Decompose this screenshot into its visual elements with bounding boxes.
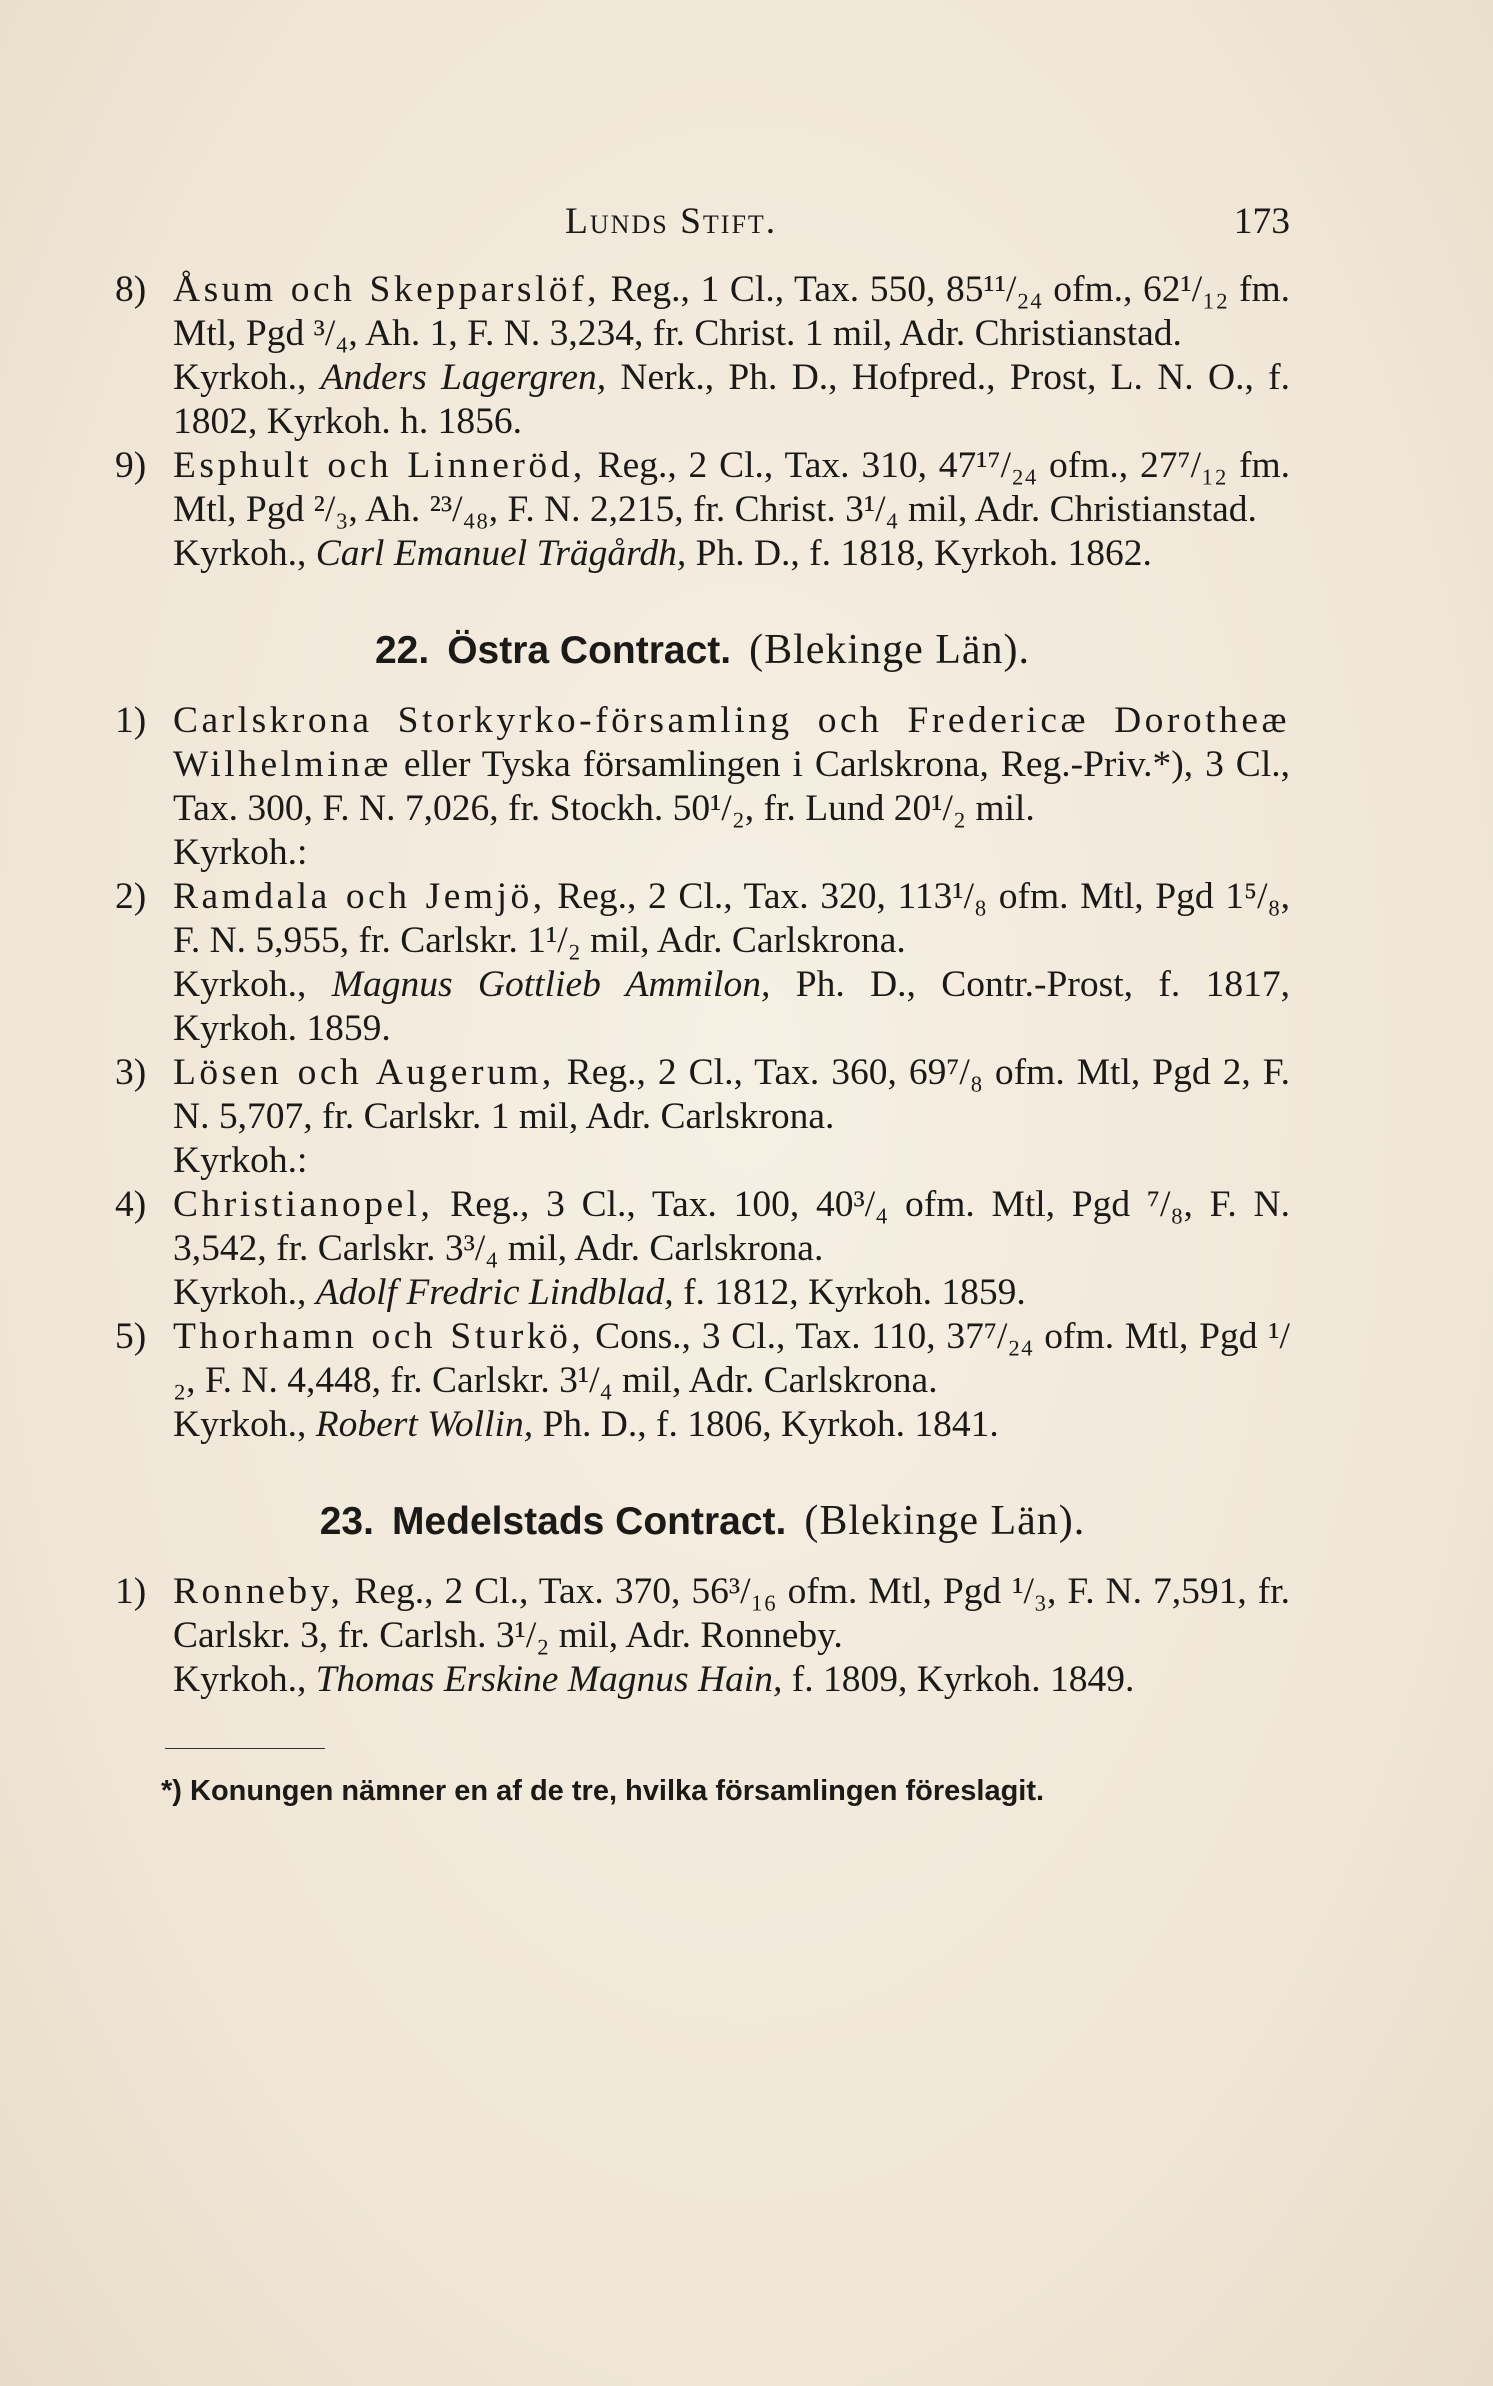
contract-number: 22.	[374, 629, 430, 672]
vicar-name: Adolf Fredric Lindblad,	[315, 1272, 674, 1313]
parish-name: Ramdala och Jemjö,	[173, 876, 546, 917]
parish-details: Reg., 2 Cl., Tax. 370, 56³/₁₆ ofm. Mtl, Pgd ¹/₃, F. N. 7,591, fr. Carlskr. 3, fr. Carlsh. 3¹/₂ mil, Adr. Ronneby.	[173, 1571, 1290, 1656]
parish-name: Lösen och Augerum,	[173, 1052, 555, 1093]
vicar-label: Kyrkoh.,	[173, 1272, 316, 1313]
parish-name: Esphult och Linneröd,	[173, 445, 586, 486]
vicar-name: Robert Wollin,	[315, 1404, 534, 1445]
vicar-line	[173, 1271, 1290, 1315]
parish-entry	[115, 1315, 1290, 1447]
contract-heading-23	[115, 1499, 1290, 1544]
vicar-name: Thomas Erskine Magnus Hain,	[315, 1659, 783, 1700]
entry-number: 2)	[115, 876, 147, 917]
page-header	[115, 200, 1290, 260]
entry-number: 5)	[115, 1316, 147, 1357]
vicar-line	[173, 1403, 1290, 1447]
entry-description	[173, 1051, 1290, 1139]
parish-entry	[115, 699, 1290, 875]
parish-details: Reg., 2 Cl., Tax. 360, 69⁷/₈ ofm. Mtl, Pgd 2, F. N. 5,707, fr. Carlskr. 1 mil, Adr. Carlskrona.	[173, 1052, 1290, 1137]
contract-title: Medelstads Contract.	[391, 1500, 787, 1543]
contract-heading-22	[115, 628, 1290, 673]
contract-number: 23.	[319, 1500, 374, 1543]
vicar-line	[173, 1658, 1290, 1702]
entry-description	[173, 875, 1290, 963]
entry-number: 1)	[115, 700, 147, 741]
parish-name: Carlskrona Storkyrko-församling och Fredericæ Dorotheæ Wilhelminæ	[173, 700, 1290, 785]
vicar-label: Kyrkoh.,	[173, 1659, 316, 1700]
footnote-rule	[165, 1748, 325, 1749]
entry-number: 8)	[115, 269, 147, 310]
entry-description	[173, 268, 1290, 356]
vicar-label: Kyrkoh.,	[173, 1404, 316, 1445]
vicar-line	[173, 963, 1290, 1051]
parish-name: Thorhamn och Sturkö,	[173, 1316, 585, 1357]
running-head: Lunds Stift.	[565, 201, 778, 242]
vicar-label: Kyrkoh.:	[173, 1140, 308, 1181]
entries-section-a	[115, 268, 1290, 576]
entry-description	[173, 1183, 1290, 1271]
vicar-line	[173, 356, 1290, 444]
vicar-details: Ph. D., f. 1818, Kyrkoh. 1862.	[686, 533, 1152, 574]
parish-details: Reg., 2 Cl., Tax. 310, 47¹⁷/₂₄ ofm., 27⁷/₁₂ fm. Mtl, Pgd ²/₃, Ah. ²³/₄₈, F. N. 2,215, fr. Christ. 3¹/₄ mil, Adr. Christianstad.	[173, 445, 1290, 530]
vicar-details: Nerk., Ph. D., Hofpred., Prost, L. N. O., f. 1802, Kyrkoh. h. 1856.	[173, 357, 1290, 442]
vicar-label: Kyrkoh.,	[173, 964, 332, 1005]
contract-region: (Blekinge Län).	[804, 1498, 1086, 1544]
vicar-label: Kyrkoh.,	[173, 357, 321, 398]
parish-details: Reg., 3 Cl., Tax. 100, 40³/₄ ofm. Mtl, Pgd ⁷/₈, F. N. 3,542, fr. Carlskr. 3³/₄ mil, Adr. Carlskrona.	[173, 1184, 1290, 1269]
entry-number: 1)	[115, 1571, 147, 1612]
vicar-name: Magnus Gottlieb Ammilon,	[331, 964, 771, 1005]
entry-description	[173, 1315, 1290, 1403]
parish-entry	[115, 1183, 1290, 1315]
entry-description	[173, 699, 1290, 831]
vicar-name: Carl Emanuel Trägårdh,	[315, 533, 687, 574]
contract-title: Östra Contract.	[447, 629, 732, 672]
parish-details: eller Tyska församlingen i Carlskrona, Reg.-Priv.*), 3 Cl., Tax. 300, F. N. 7,026, fr. Stockh. 50¹/₂, fr. Lund 20¹/₂ mil.	[173, 744, 1290, 829]
entry-description	[173, 444, 1290, 532]
entries-section-c	[115, 1570, 1290, 1702]
parish-name: Christianopel,	[173, 1184, 434, 1225]
vicar-details: f. 1809, Kyrkoh. 1849.	[782, 1659, 1135, 1700]
parish-entry	[115, 1051, 1290, 1183]
parish-entry	[115, 268, 1290, 444]
parish-entry	[115, 444, 1290, 576]
parish-entry	[115, 1570, 1290, 1702]
parish-details: Cons., 3 Cl., Tax. 110, 37⁷/₂₄ ofm. Mtl, Pgd ¹/₂, F. N. 4,448, fr. Carlskr. 3¹/₄ mil, Adr. Carlskrona.	[173, 1316, 1290, 1401]
vicar-line	[173, 831, 1290, 875]
vicar-label: Kyrkoh.,	[173, 533, 316, 574]
parish-details: Reg., 2 Cl., Tax. 320, 113¹/₈ ofm. Mtl, Pgd 1⁵/₈, F. N. 5,955, fr. Carlskr. 1¹/₂ mil, Adr. Carlskrona.	[173, 876, 1290, 961]
page-number: 173	[1233, 201, 1290, 242]
entry-number: 4)	[115, 1184, 147, 1225]
vicar-details: Ph. D., f. 1806, Kyrkoh. 1841.	[533, 1404, 999, 1445]
vicar-line	[173, 532, 1290, 576]
vicar-details: f. 1812, Kyrkoh. 1859.	[673, 1272, 1026, 1313]
parish-name: Ronneby,	[173, 1571, 344, 1612]
entry-number: 9)	[115, 445, 147, 486]
contract-region: (Blekinge Län).	[749, 627, 1031, 673]
entry-number: 3)	[115, 1052, 147, 1093]
vicar-line	[173, 1139, 1290, 1183]
vicar-details: Ph. D., Contr.-Prost, f. 1817, Kyrkoh. 1859.	[173, 964, 1290, 1049]
footnote: *) Konungen nämner en af de tre, hvilka församlingen föreslagit.	[161, 1775, 1045, 1807]
vicar-label: Kyrkoh.:	[173, 832, 308, 873]
entries-section-b	[115, 699, 1290, 1447]
entry-description	[173, 1570, 1290, 1658]
parish-entry	[115, 875, 1290, 1051]
page-content	[115, 200, 1290, 1813]
parish-name: Åsum och Skepparslöf,	[173, 269, 601, 310]
vicar-name: Anders Lagergren,	[320, 357, 607, 398]
parish-details: Reg., 1 Cl., Tax. 550, 85¹¹/₂₄ ofm., 62¹/₁₂ fm. Mtl, Pgd ³/₄, Ah. 1, F. N. 3,234, fr. Christ. 1 mil, Adr. Christianstad.	[173, 269, 1291, 354]
